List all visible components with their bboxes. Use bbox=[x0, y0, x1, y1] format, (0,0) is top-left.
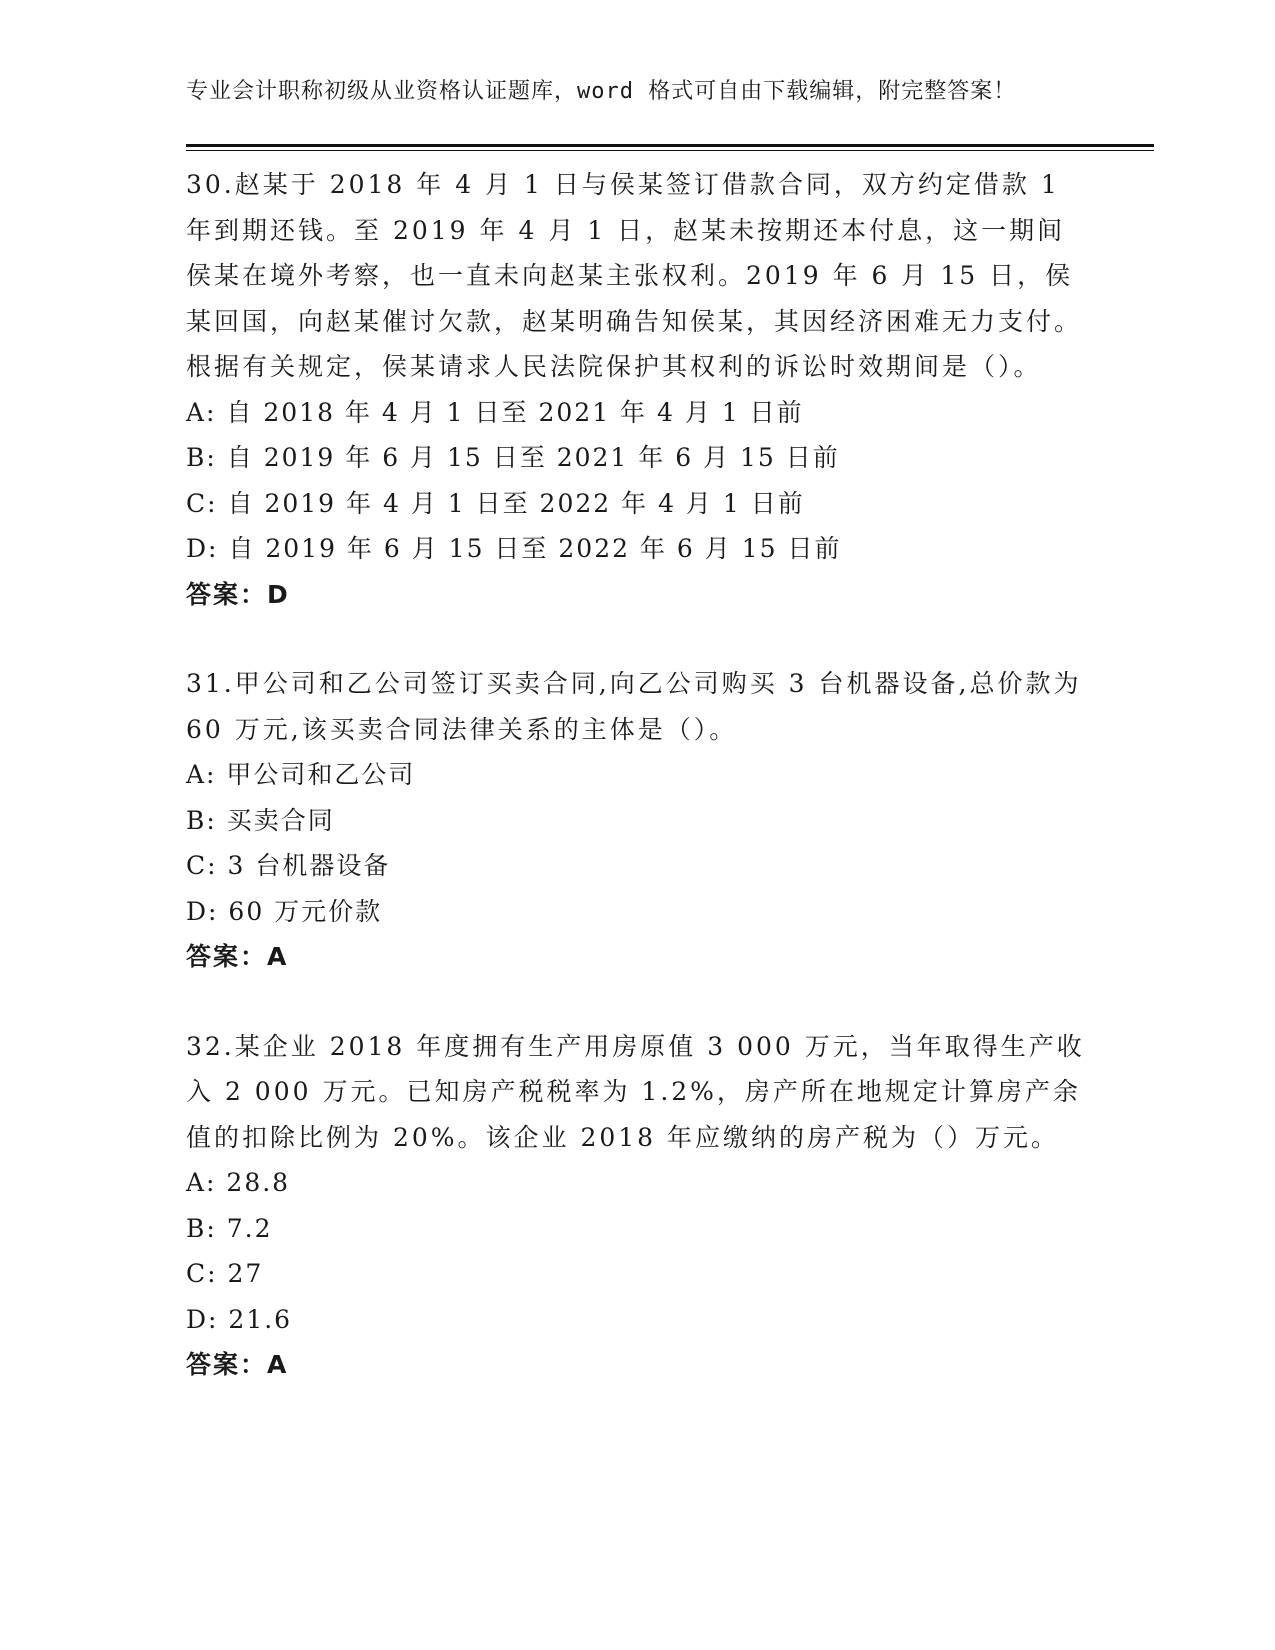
option-d: D: 60 万元价款 bbox=[186, 896, 383, 926]
answer-label: 答案：A bbox=[186, 942, 289, 971]
option-a: A: 28.8 bbox=[186, 1168, 291, 1197]
header-rule-thick bbox=[186, 144, 1154, 147]
option-d: D: 21.6 bbox=[186, 1304, 293, 1334]
answer-label: 答案：A bbox=[186, 1350, 289, 1379]
option-c: C: 27 bbox=[186, 1259, 264, 1288]
option-d: D: 自 2019 年 6 月 15 日至 2022 年 6 月 15 日前 bbox=[186, 534, 842, 563]
header-note: 专业会计职称初级从业资格认证题库，word 格式可自由下载编辑，附完整答案！ bbox=[186, 79, 1017, 104]
option-b: B: 7.2 bbox=[186, 1213, 273, 1243]
option-b: B: 买卖合同 bbox=[186, 805, 335, 835]
header-rule-thin bbox=[186, 150, 1154, 151]
option-a: A: 自 2018 年 4 月 1 日至 2021 年 4 月 1 日前 bbox=[186, 397, 804, 427]
question-stem: 32.某企业 2018 年度拥有生产用房原值 3 000 万元，当年取得生产收入 2 000 万元。已知房产税税率为 1.2%，房产所在地规定计算房产余值的扣除比例为 20%。该企业 2018 年应缴纳的房产税为（）万元。 bbox=[186, 1031, 1085, 1152]
option-c: C: 自 2019 年 4 月 1 日至 2022 年 4 月 1 日前 bbox=[186, 488, 805, 518]
question-31 bbox=[186, 661, 1086, 980]
question-list bbox=[186, 162, 1086, 1432]
question-32 bbox=[186, 1024, 1086, 1388]
question-30 bbox=[186, 162, 1086, 617]
option-b: B: 自 2019 年 6 月 15 日至 2021 年 6 月 15 日前 bbox=[186, 443, 840, 472]
question-stem: 30.赵某于 2018 年 4 月 1 日与侯某签订借款合同，双方约定借款 1 年到期还钱。至 2019 年 4 月 1 日，赵某未按期还本付息，这一期间侯某在境外考察，也一直未向赵某主张权利。2019 年 6 月 15 日，侯某回国，向赵某催讨欠款，赵某明确告知侯某，其因经济困难无力支付。根据有关规定，侯某请求人民法院保护其权利的诉讼时效期间是（）。 bbox=[186, 170, 1083, 381]
option-a: A: 甲公司和乙公司 bbox=[186, 760, 416, 789]
option-c: C: 3 台机器设备 bbox=[186, 851, 391, 880]
question-stem: 31.甲公司和乙公司签订买卖合同,向乙公司购买 3 台机器设备,总价款为 60 万元,该买卖合同法律关系的主体是（）。 bbox=[186, 669, 1082, 744]
answer-label: 答案：D bbox=[186, 579, 290, 609]
